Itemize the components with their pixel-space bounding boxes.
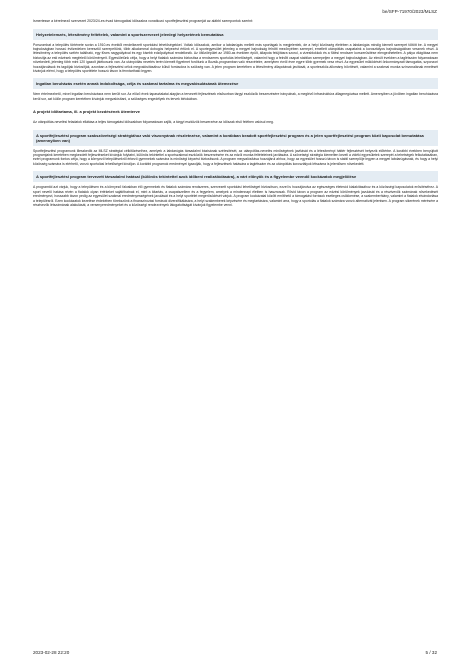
intro-text: Ismertesse a kérelmező szervezet 2023/24-es évad támogatási időszakra vonatkozó sportfejlesztési programját az alábbi szempontok szerint: bbox=[33, 19, 254, 23]
section-heading: Ingatlan beruházás esetén annak indokoltsága, célja és szakmai tartalma és megvalósulásának ütemezése bbox=[33, 78, 438, 89]
section-strategy-relation bbox=[33, 130, 438, 167]
section-real-estate-investment bbox=[33, 78, 438, 101]
section-heading: A sportfejlesztési program szakszövetségi stratégiához való viszonyának részletezése, valamint a korábban beadott sportfejlesztési program és a jelen sportfejlesztési program közti kapcsolat bemutatása (amennyiben van) bbox=[33, 130, 438, 146]
section-social-impact bbox=[33, 171, 438, 207]
section-situation-analysis bbox=[33, 29, 438, 74]
section-text: Sportfejlesztési programunk illeszkedik az MLSZ stratégiai célkitűzéseihez, amelyek a labdarúgás társadalmi bázisának szélesítését, az utánpótlás-nevelés minőségének javítását és a létesítményi háttér fejlesztését helyezik előtérbe. A korábbi években benyújtott programjaink keretében megkezdett fejlesztéseket kívánjuk folytatni, különös tekintettel a sportszakmai eszközök beszerzésére és az edzői munka feltételeinek javítására. A szövetségi stratégia kiemelten kezeli a vidéki egyesületek szerepét a tehetségek felkutatásában, ezért programunk fontos célja, hogy a környező településekről érkező gyermekek számára is minőségi képzést biztosítsunk. A program megvalósítása hozzájárul ahhoz, hogy az egyesület hosszú távon is stabil szereplője legyen a megyei labdarúgásnak, és hogy a helyi közösség számára is elérhető, vonzó sportolási lehetőséget kínáljon. A korábbi programok eredményei igazolják, hogy a fejlesztések hatására a taglétszám és az utánpótlás korosztályok létszáma is jelentősen növekedett. bbox=[33, 148, 438, 166]
section-text: A programtól azt várjuk, hogy a településen és a környező falvakban élő gyermekek és fiatalok számára rendszeres, szervezett sportolási lehetőséget biztosítson, ezzel is hozzájárulva az egészséges életmód kialakításához és a közösségi kapcsolatok erősítéséhez. A sport nevelő hatása révén a fiatalok olyan értékeket sajátíthatnak el, mint a kitartás, a csapatszellem és a fegyelem, amelyek a mindennapi életben is hasznosak. Rövid távon a program az edzési körülmények javulását és a résztvevők számának növekedését eredményezi, hosszabb távon pedig az egyesület szakmai eredményességének javulását és a helyi sportélet megerősödését várjuk. A program kockázatai között említhető a támogatási források esetleges csökkenése, a szakemberhiány, valamint a fiatalok elvándorlása a településről. Ezen kockázatok kezelése érdekében törekszünk a finanszírozási források diverzifikálására, a helyi szakemberek képzésére és megtartására, valamint arra, hogy a sportolás a fiatalok számára vonzó alternatívát jelentsen. A program sikerének mérésére a résztvevők létszámának alakulását, a versenyeredményeket és a közösségi rendezvények látogatottságát kívánjuk figyelembe venni. bbox=[33, 185, 438, 207]
section-text: Porszombat a település története során a 1910-es évektől rendelkezett sportolási lehetőségekkel. Voltak időszakok, amikor a labdarúgás mellett más sportágak is megjelentek, de a helyi közösség életében a labdarúgás mindig kiemelt szerepet töltött be. A megyei bajnokságban hosszú évtizedeken keresztül szerepeltünk, több alkalommal dobogós helyezést értünk el. A sportegyesület jelenleg a megyei bajnokság felnőtt mezőnyében szerepel, emellett utánpótlás csapataink a korosztályos bajnokságokban vesznek részt. A létesítmény a település szélén található, egy füves nagypályával és egy kisebb edzőpályával rendelkezik. Az öltözőépület az 1980-as években épült, állapota felújításra szorul, a vizesblokkok és a fűtési rendszer korszerűsítése elengedhetetlen. A pálya világítása nem biztosítja az esti edzések megfelelő körülményeit. Egyesületünk célja, hogy a helyi fiatalok számára biztosítsa a rendszeres sportolás lehetőségét, valamint hogy a felnőtt csapat stabilan szerepeljen a megyei bajnokságban. Az elmúlt években a taglétszám folyamatosan növekedett, jelenleg több mint 120 igazolt játékosunk van. Az utánpótlás nevelés terén kiemelt figyelmet fordítunk a Bozsik-programban való részvételre, amelyben évről évre egyre több gyermek vesz részt. Az egyesület működését önkormányzati támogatás, szponzori hozzájárulások és tagdíjak biztosítják, azonban a fejlesztési célok megvalósításához külső forrásokra is szükség van. A jelen program keretében a létesítmény állapotának javítását, a sporteszköz-állomány bővítését, valamint a szakmai munka színvonalának emelését kívánjuk elérni, hogy a település sportélete hosszú távon is fenntartható legyen. bbox=[33, 42, 438, 74]
section-project-duration bbox=[33, 106, 438, 124]
section-text: Az utánpótlás-nevelési feladatok ellátása a teljes támogatási időszakban folyamatosan zajlik, a tárgyi eszközök beszerzése az időszak első felében valósul meg. bbox=[33, 120, 274, 125]
section-heading: Helyzetelemzés, létesítmény feltételek, valamint a sportszervezet jelenlegi helyzetének bemutatása bbox=[33, 29, 438, 40]
footer-datetime: 2023-02-28 22:20 bbox=[33, 650, 70, 655]
section-text: Nem értelmezhető, mivel ingatlan beruházásra nem került sor. Az előző évek tapasztalatai alapján a tervezett fejlesztések elsősorban tárgyi eszközök beszerzésére irányulnak, a meglévő infrastruktúra állagmegóvása mellett. Amennyiben a jövőben ingatlan beruházásra kerül sor, azt külön program keretében kívánjuk megvalósítani, a szükséges engedélyek és tervek birtokában. bbox=[33, 92, 438, 101]
document-body bbox=[33, 19, 438, 209]
section-heading: A projekt időtartama, ill. a projekt kezdésének ütemterve bbox=[33, 109, 140, 115]
document-id: be/SFP-71970/2023/MLSZ bbox=[382, 9, 437, 14]
page-number: 5 / 32 bbox=[425, 650, 437, 655]
section-heading: A sportfejlesztési program tervezett társadalmi hatásai (különös tekintettel azok időbeni realizálódására), a várt előnyök és a figyelembe veendő kockázatok megjelölése bbox=[33, 171, 438, 182]
